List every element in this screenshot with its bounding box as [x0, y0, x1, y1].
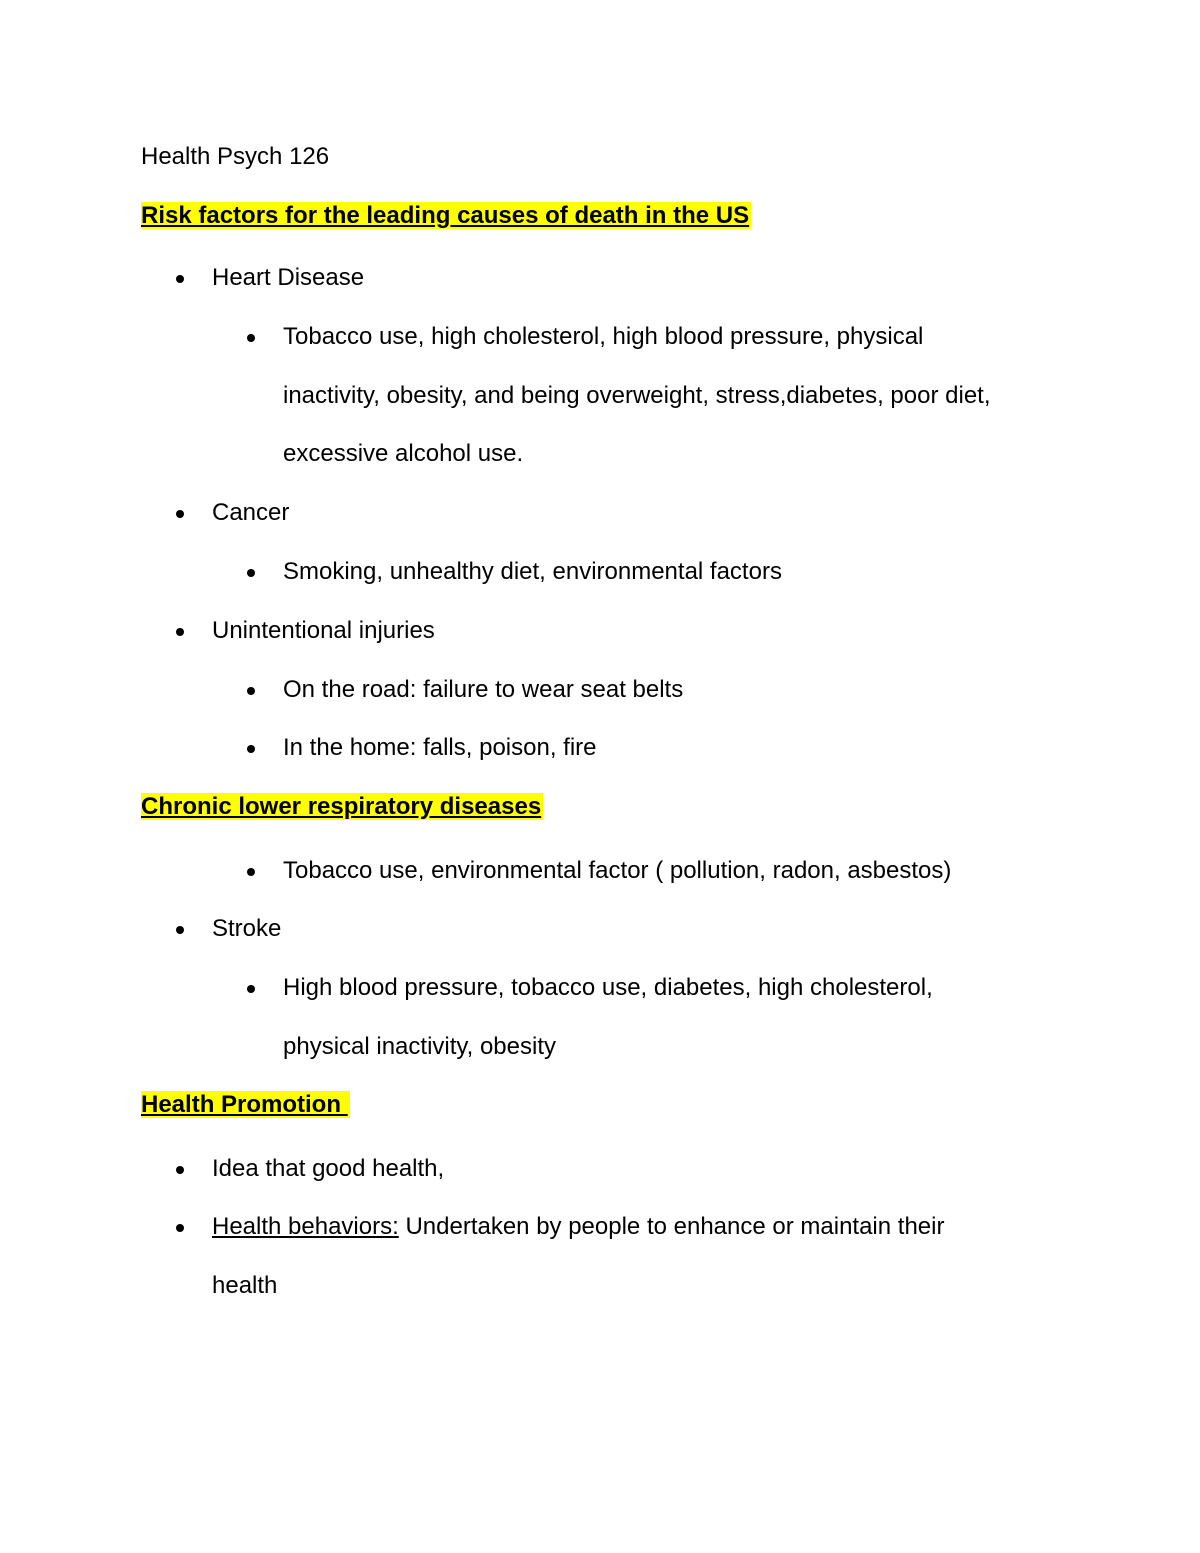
list-item-heart-disease: Heart Disease: [212, 264, 365, 291]
list-item-health-behaviors: [212, 1212, 944, 1242]
bullet-icon: [247, 985, 255, 993]
bullet-icon: [247, 569, 255, 577]
list-item-road: On the road: failure to wear seat belts: [283, 676, 684, 703]
bullet-icon: [176, 275, 184, 283]
list-item-home: In the home: falls, poison, fire: [283, 734, 597, 761]
document-title: Health Psych 126: [141, 143, 330, 170]
bullet-icon: [176, 628, 184, 636]
bullet-icon: [247, 868, 255, 876]
list-item-respiratory-factors: Tobacco use, environmental factor ( pollution, radon, asbestos): [283, 857, 952, 884]
bullet-icon: [176, 510, 184, 518]
list-item-continuation: health: [212, 1272, 278, 1299]
bullet-icon: [247, 687, 255, 695]
list-item-cancer-factors: Smoking, unhealthy diet, environmental factors: [283, 558, 782, 585]
list-item-stroke-factors: High blood pressure, tobacco use, diabetes, high cholesterol,: [283, 974, 933, 1001]
list-item-continuation: inactivity, obesity, and being overweight, stress,diabetes, poor diet,: [283, 382, 991, 409]
bullet-icon: [176, 926, 184, 934]
bullet-icon: [247, 745, 255, 753]
section-heading-text: Risk factors for the leading causes of death in the US: [141, 202, 750, 229]
definition-text: Undertaken by people to enhance or maintain their: [398, 1213, 945, 1240]
term-health-behaviors: Health behaviors:: [212, 1213, 399, 1240]
list-item-stroke: Stroke: [212, 915, 282, 942]
bullet-icon: [176, 1224, 184, 1232]
section-heading-health-promotion: [141, 1090, 350, 1120]
list-item-heart-disease-factors: Tobacco use, high cholesterol, high blood pressure, physical: [283, 323, 924, 350]
bullet-icon: [176, 1166, 184, 1174]
section-heading-text: Health Promotion: [141, 1091, 348, 1118]
list-item-continuation: physical inactivity, obesity: [283, 1033, 556, 1060]
section-heading-text: Chronic lower respiratory diseases: [141, 793, 542, 820]
section-heading-risk-factors: [141, 201, 751, 231]
bullet-icon: [247, 334, 255, 342]
list-item-cancer: Cancer: [212, 499, 290, 526]
list-item-continuation: excessive alcohol use.: [283, 440, 524, 467]
section-heading-chronic-respiratory: [141, 792, 543, 822]
list-item-unintentional-injuries: Unintentional injuries: [212, 617, 435, 644]
list-item-idea: Idea that good health,: [212, 1155, 445, 1182]
